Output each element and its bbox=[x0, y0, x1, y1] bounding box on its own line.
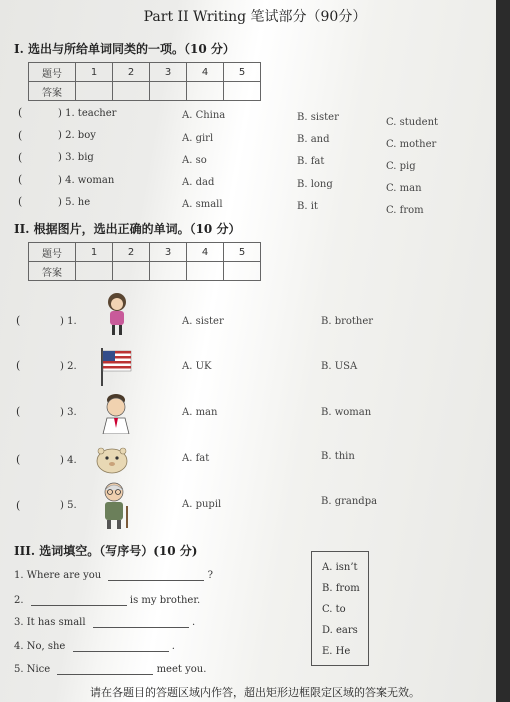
section-2-answer-table bbox=[28, 242, 261, 281]
option-b: B. brother bbox=[321, 316, 374, 327]
answer-bracket[interactable]: ( bbox=[18, 129, 23, 142]
sentence-text: 2. bbox=[14, 595, 24, 606]
section-3-heading: III. 选词填空。（写序号）(10 分) bbox=[14, 544, 198, 558]
answer-cell[interactable] bbox=[150, 82, 187, 101]
option-a: A. small bbox=[182, 199, 223, 210]
fill-blank[interactable] bbox=[108, 580, 204, 581]
question-word: ) 3. big bbox=[58, 152, 94, 163]
table-cell-number: 4 bbox=[187, 243, 224, 262]
section-2-heading: II. 根据图片，选出正确的单词。（10 分） bbox=[14, 222, 241, 236]
question-number: ) 5. bbox=[60, 500, 77, 511]
answer-bracket[interactable]: ( bbox=[16, 359, 21, 372]
table-label-question-number: 题号 bbox=[29, 63, 76, 82]
option-a: A. dad bbox=[182, 177, 215, 188]
option-a: A. sister bbox=[182, 316, 224, 327]
answer-bracket[interactable]: ( bbox=[16, 499, 21, 512]
option-a: A. so bbox=[182, 155, 207, 166]
answer-bracket[interactable]: ( bbox=[18, 173, 23, 186]
answer-bracket[interactable]: ( bbox=[16, 314, 21, 327]
answer-cell[interactable] bbox=[224, 262, 261, 281]
option-a: A. fat bbox=[182, 453, 210, 464]
footer-note: 请在各题目的答题区域内作答，超出矩形边框限定区域的答案无效。 bbox=[90, 686, 420, 699]
table-cell-number: 3 bbox=[150, 243, 187, 262]
answer-cell[interactable] bbox=[224, 82, 261, 101]
word-bank-box bbox=[311, 551, 369, 666]
question-word: ) 4. woman bbox=[58, 175, 115, 186]
table-cell-number: 4 bbox=[187, 63, 224, 82]
sentence-text: 1. Where are you bbox=[14, 570, 102, 581]
word-bank-option: B. from bbox=[322, 583, 360, 594]
option-c: C. pig bbox=[386, 161, 416, 172]
option-b: B. it bbox=[297, 201, 318, 212]
sentence-text: is my brother. bbox=[129, 595, 201, 606]
table-label-question-number: 题号 bbox=[29, 243, 76, 262]
fill-blank[interactable] bbox=[93, 627, 189, 628]
page-title: Part II Writing 笔试部分（90分） bbox=[143, 9, 367, 25]
option-a: A. China bbox=[182, 110, 226, 121]
table-cell-number: 5 bbox=[224, 243, 261, 262]
option-b: B. thin bbox=[321, 451, 355, 462]
option-c: C. student bbox=[386, 117, 439, 128]
table-cell-number: 5 bbox=[224, 63, 261, 82]
fill-blank[interactable] bbox=[31, 605, 127, 606]
girl-icon bbox=[101, 292, 133, 338]
table-label-answer: 答案 bbox=[29, 262, 76, 281]
option-a: A. man bbox=[182, 407, 218, 418]
sentence-text: ? bbox=[207, 570, 213, 581]
fill-sentence bbox=[14, 617, 195, 628]
option-b: B. sister bbox=[297, 112, 339, 123]
answer-bracket[interactable]: ( bbox=[16, 405, 21, 418]
table-label-answer: 答案 bbox=[29, 82, 76, 101]
word-bank-option: C. to bbox=[322, 604, 346, 615]
option-b: B. USA bbox=[321, 361, 358, 372]
fill-blank[interactable] bbox=[73, 651, 169, 652]
man-icon bbox=[99, 392, 133, 434]
table-cell-number: 2 bbox=[113, 243, 150, 262]
grandpa-icon bbox=[97, 482, 133, 530]
option-b: B. woman bbox=[321, 407, 372, 418]
option-a: A. girl bbox=[182, 133, 214, 144]
fill-sentence bbox=[14, 664, 206, 675]
option-b: B. grandpa bbox=[321, 496, 378, 507]
answer-cell[interactable] bbox=[150, 262, 187, 281]
answer-bracket[interactable]: ( bbox=[18, 195, 23, 208]
word-bank-option: A. isn’t bbox=[322, 562, 358, 573]
question-word: ) 2. boy bbox=[58, 130, 96, 141]
question-word: ) 1. teacher bbox=[58, 108, 117, 119]
option-c: C. man bbox=[386, 183, 422, 194]
usa-flag-icon bbox=[99, 348, 133, 386]
answer-bracket[interactable]: ( bbox=[16, 453, 21, 466]
word-bank-option: E. He bbox=[322, 646, 351, 657]
option-c: C. from bbox=[386, 205, 424, 216]
answer-cell[interactable] bbox=[113, 82, 150, 101]
section-1-answer-table bbox=[28, 62, 261, 101]
answer-cell[interactable] bbox=[187, 262, 224, 281]
option-a: A. UK bbox=[182, 361, 212, 372]
question-number: ) 3. bbox=[60, 407, 77, 418]
fill-blank[interactable] bbox=[57, 674, 153, 675]
fill-sentence bbox=[14, 570, 213, 581]
sentence-text: meet you. bbox=[156, 664, 207, 675]
page-edge-shadow bbox=[496, 0, 510, 702]
question-number: ) 4. bbox=[60, 455, 77, 466]
option-b: B. and bbox=[297, 134, 330, 145]
question-number: ) 1. bbox=[60, 316, 77, 327]
table-cell-number: 1 bbox=[76, 63, 113, 82]
sentence-text: 3. It has small bbox=[14, 617, 86, 628]
table-cell-number: 2 bbox=[113, 63, 150, 82]
word-bank-option: D. ears bbox=[322, 625, 358, 636]
table-cell-number: 3 bbox=[150, 63, 187, 82]
sentence-text: . bbox=[191, 617, 196, 628]
answer-cell[interactable] bbox=[113, 262, 150, 281]
table-cell-number: 1 bbox=[76, 243, 113, 262]
answer-bracket[interactable]: ( bbox=[18, 106, 23, 119]
option-a: A. pupil bbox=[182, 499, 222, 510]
section-1-heading: I. 选出与所给单词同类的一项。（10 分） bbox=[14, 42, 235, 56]
option-b: B. long bbox=[297, 179, 333, 190]
sentence-text: 5. Nice bbox=[14, 664, 51, 675]
option-b: B. fat bbox=[297, 156, 325, 167]
answer-cell[interactable] bbox=[76, 262, 113, 281]
question-word: ) 5. he bbox=[58, 197, 91, 208]
fat-animal-icon bbox=[95, 442, 129, 476]
fill-sentence bbox=[14, 595, 200, 606]
sentence-text: 4. No, she bbox=[14, 641, 66, 652]
answer-cell[interactable] bbox=[187, 82, 224, 101]
sentence-text: . bbox=[171, 641, 175, 652]
answer-bracket[interactable]: ( bbox=[18, 151, 23, 164]
answer-cell[interactable] bbox=[76, 82, 113, 101]
option-c: C. mother bbox=[386, 139, 437, 150]
question-number: ) 2. bbox=[60, 361, 77, 372]
fill-sentence bbox=[14, 641, 175, 652]
